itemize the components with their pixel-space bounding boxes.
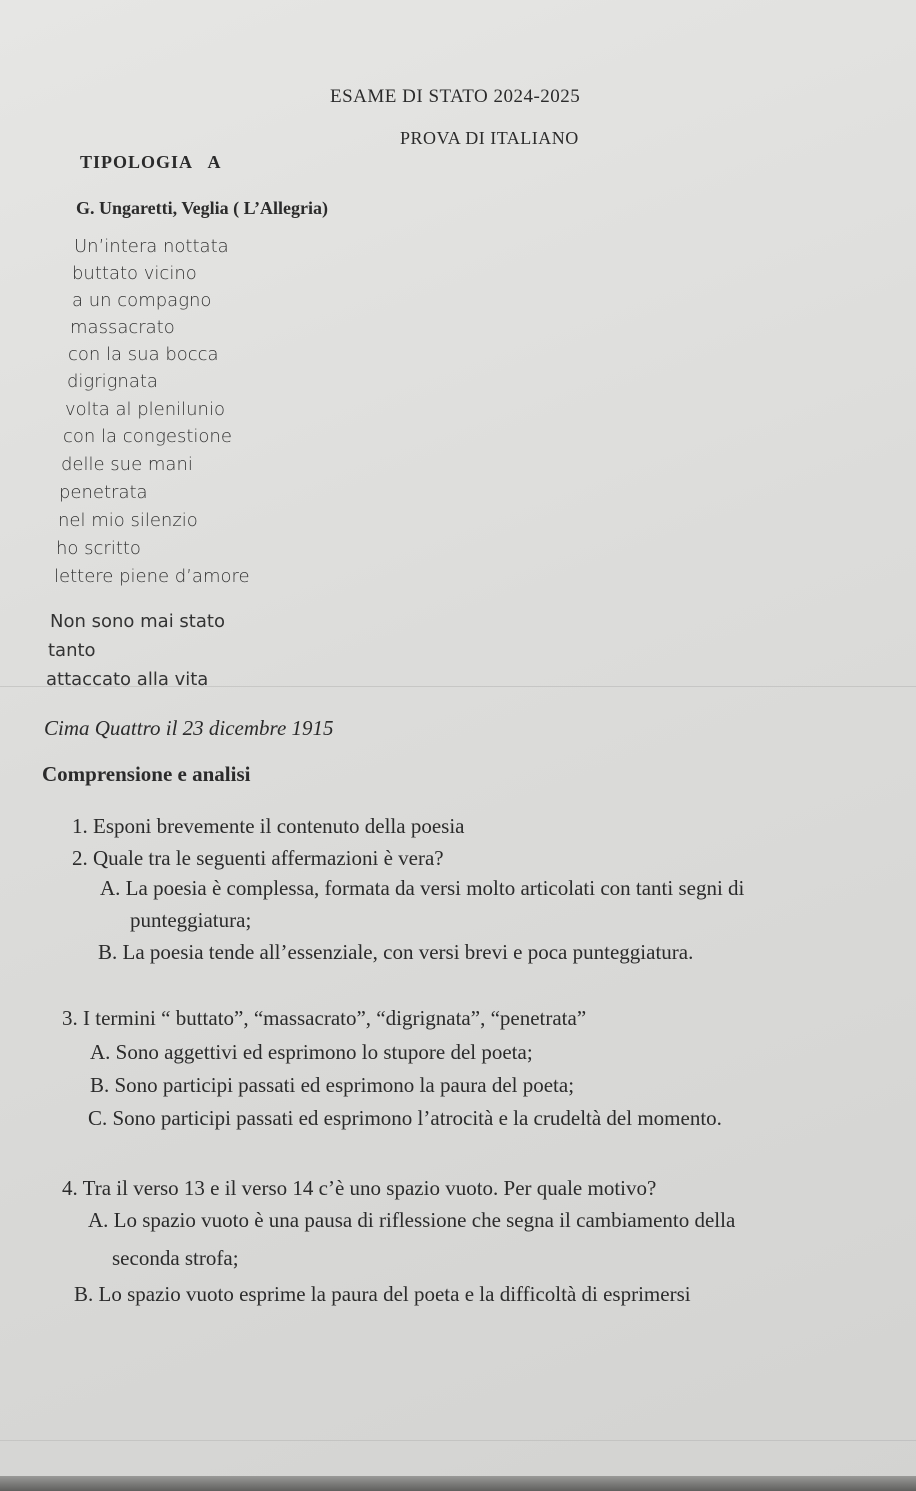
paper-fold [0, 686, 916, 687]
tipologia-label: TIPOLOGIA A [80, 152, 222, 172]
question-4-option-a-cont: seconda strofa; [112, 1246, 239, 1270]
verse-line: massacrato [70, 317, 175, 338]
question-2-option-a-cont: punteggiatura; [130, 908, 252, 932]
table-surface [0, 1476, 916, 1491]
verse-line: delle sue mani [61, 454, 193, 475]
question-4-option-a: A. Lo spazio vuoto è una pausa di riflessione che segna il cambiamento della [88, 1208, 736, 1232]
exam-subtitle: PROVA DI ITALIANO [400, 128, 579, 148]
question-2-option-b: B. La poesia tende all’essenziale, con versi brevi e poca punteggiatura. [98, 940, 694, 964]
verse-line: nel mio silenzio [58, 510, 198, 531]
question-1: 1. Esponi brevemente il contenuto della poesia [72, 814, 465, 838]
verse-line: a un compagno [72, 290, 212, 311]
verse-line: lettere piene d’amore [54, 566, 250, 587]
verse-line: con la congestione [63, 426, 232, 447]
question-3: 3. I termini “ buttato”, “massacrato”, “digrignata”, “penetrata” [62, 1006, 587, 1030]
verse-line: volta al plenilunio [65, 399, 225, 420]
verse-line: digrignata [67, 371, 158, 392]
verse-line: buttato vicino [72, 263, 197, 284]
verse-line: ho scritto [56, 538, 141, 559]
question-4-option-b: B. Lo spazio vuoto esprime la paura del poeta e la difficoltà di esprimersi [74, 1282, 691, 1306]
question-3-option-c: C. Sono participi passati ed esprimono l’atrocità e la crudeltà del momento. [88, 1106, 722, 1130]
poem-date: Cima Quattro il 23 dicembre 1915 [44, 716, 334, 740]
exam-title: ESAME DI STATO 2024-2025 [330, 86, 581, 107]
verse-line: tanto [48, 640, 96, 661]
verse-line: penetrata [59, 482, 148, 503]
question-2-option-a: A. La poesia è complessa, formata da versi molto articolati con tanti segni di [100, 876, 745, 900]
section-title: Comprensione e analisi [42, 762, 251, 786]
verse-line: attaccato alla vita [46, 669, 209, 690]
question-3-option-b: B. Sono participi passati ed esprimono la paura del poeta; [90, 1073, 575, 1097]
question-4: 4. Tra il verso 13 e il verso 14 c’è uno spazio vuoto. Per quale motivo? [62, 1176, 657, 1200]
paper-edge-line [0, 1440, 916, 1441]
verse-line: con la sua bocca [68, 344, 219, 365]
verse-line: Un’intera nottata [74, 236, 229, 257]
poem-heading: G. Ungaretti, Veglia ( L’Allegria) [76, 198, 328, 218]
question-3-option-a: A. Sono aggettivi ed esprimono lo stupore del poeta; [90, 1040, 533, 1064]
verse-line: Non sono mai stato [50, 611, 225, 632]
question-2: 2. Quale tra le seguenti affermazioni è vera? [72, 846, 444, 870]
